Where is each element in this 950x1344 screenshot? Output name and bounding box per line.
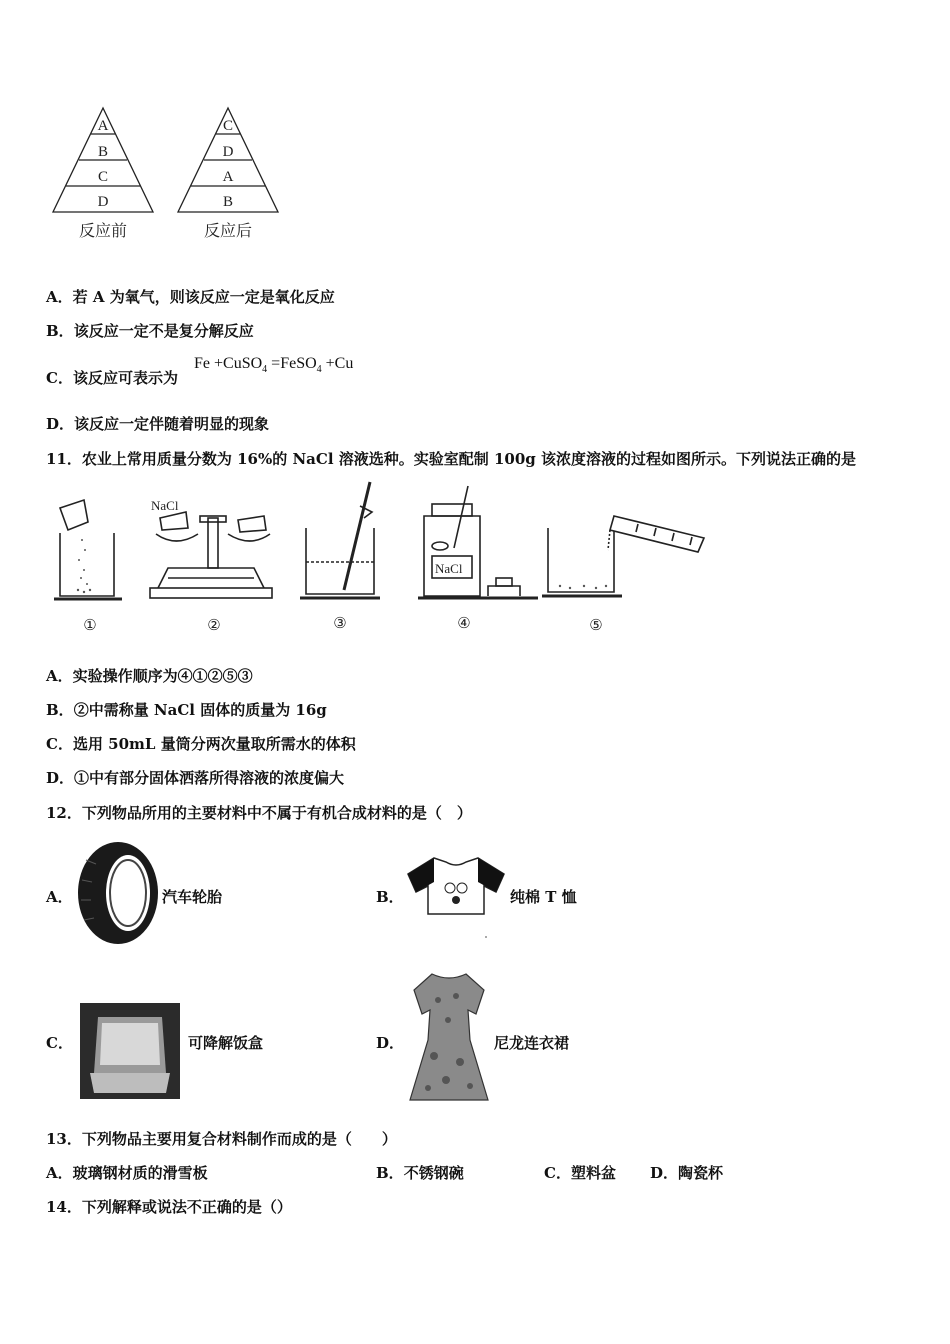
formula-equals: = — [271, 355, 281, 372]
option-text: 该反应一定伴随着明显的现象 — [74, 415, 270, 433]
q11-option-a — [46, 665, 253, 686]
option-key: B． — [46, 322, 74, 340]
option-text: 不锈钢碗 — [403, 1164, 464, 1182]
step5-cylinder-pouring — [542, 516, 704, 596]
option-key: D． — [46, 769, 75, 787]
step-number: ③ — [333, 616, 347, 632]
option-key: B． — [376, 1164, 404, 1182]
nacl-label-bottle: NaCl — [435, 561, 463, 576]
option-text: 玻璃钢材质的滑雪板 — [72, 1164, 208, 1182]
pyramid-after-layer: A — [222, 169, 234, 185]
q13-option-b — [376, 1162, 464, 1183]
pyramid-before-layer: A — [97, 118, 109, 134]
option-key: B． — [46, 701, 74, 719]
pyramid-figure — [45, 100, 295, 245]
q12-option-d-text: 尼龙连衣裙 — [494, 1034, 570, 1052]
q10-option-c — [46, 367, 178, 388]
step3-beaker-stirring — [300, 482, 380, 598]
q12-option-a-key: A． — [46, 888, 73, 906]
q12-option-d-key: D． — [376, 1034, 405, 1052]
option-key: A． — [46, 667, 73, 685]
option-key: A． — [46, 288, 73, 306]
q10-option-a — [46, 286, 335, 307]
option-text: 陶瓷杯 — [678, 1164, 724, 1182]
q10-option-b — [46, 320, 254, 341]
pyramid-before-layer: D — [97, 194, 109, 210]
option-text: 该反应可表示为 — [72, 369, 178, 387]
tshirt-image — [404, 852, 508, 938]
step2-balance — [150, 512, 272, 598]
q12-option-a-text: 汽车轮胎 — [162, 888, 223, 906]
option-key: D． — [46, 415, 75, 433]
formula-cu: Cu — [334, 355, 354, 372]
nacl-label-balance: NaCl — [151, 498, 179, 513]
step-number: ② — [207, 618, 221, 634]
q13-option-c — [544, 1162, 616, 1183]
formula-plus: + — [214, 355, 224, 372]
q10-option-d — [46, 413, 269, 434]
pyramid-after-layer: D — [222, 144, 234, 160]
pyramid-before-layer: C — [97, 169, 109, 185]
tire-image — [76, 840, 160, 946]
q12-stem: 12．下列物品所用的主要材料中不属于有机合成材料的是（ ） — [46, 804, 472, 822]
q13-option-d — [650, 1162, 723, 1183]
option-key: C． — [544, 1164, 571, 1182]
lunchbox-image — [80, 1003, 180, 1099]
option-text: ①中有部分固体洒落所得溶液的浓度偏大 — [74, 769, 345, 787]
q11-option-d — [46, 767, 344, 788]
step-number: ① — [83, 618, 97, 634]
pyramid-after-layer: B — [222, 194, 234, 210]
pyramid-after-layer: C — [222, 118, 234, 134]
option-key: C． — [46, 369, 73, 387]
pyramid-after-caption: 反应后 — [203, 221, 253, 240]
option-text: 若 A 为氧气，则该反应一定是氧化反应 — [72, 288, 335, 306]
formula-subscript: 4 — [316, 364, 322, 375]
option-text: 选用 50mL 量筒分两次量取所需水的体积 — [72, 735, 356, 753]
q14-stem: 14．下列解释或说法不正确的是（） — [46, 1198, 292, 1216]
step-number: ⑤ — [589, 618, 603, 634]
q11-option-c — [46, 733, 356, 754]
q12-option-c-key: C． — [46, 1034, 73, 1052]
q12-option-b-key: B． — [376, 888, 404, 906]
option-text: ②中需称量 NaCl 固体的质量为 16g — [73, 701, 327, 719]
option-key: D． — [650, 1164, 679, 1182]
formula-fe: Fe — [194, 355, 210, 372]
formula-subscript: 4 — [262, 364, 268, 375]
option-key: A． — [46, 1164, 73, 1182]
solution-prep-figure — [48, 478, 713, 638]
formula-feso: FeSO — [280, 355, 317, 372]
option-text: 塑料盆 — [570, 1164, 616, 1182]
q13-option-a — [46, 1162, 208, 1183]
pyramid-before-caption: 反应前 — [78, 221, 128, 240]
q11-option-b — [46, 699, 327, 720]
option-text: 实验操作顺序为④①②⑤③ — [72, 667, 253, 685]
step4-reagent-bottle — [418, 486, 538, 598]
step1-beaker-pouring — [54, 500, 122, 599]
q11-stem: 11．农业上常用质量分数为 16%的 NaCl 溶液选种。实验室配制 100g 该浓度溶液的过程如图所示。下列说法正确的是 — [46, 450, 856, 468]
reaction-equation — [194, 355, 353, 375]
pyramid-before-layer: B — [97, 144, 109, 160]
formula-plus: + — [325, 355, 335, 372]
option-text: 该反应一定不是复分解反应 — [73, 322, 254, 340]
step-number: ④ — [457, 616, 471, 632]
q12-option-b-text: 纯棉 T 恤 — [510, 888, 577, 906]
q13-stem: 13．下列物品主要用复合材料制作而成的是（ ） — [46, 1130, 397, 1148]
formula-cuso: CuSO — [223, 355, 263, 372]
option-key: C． — [46, 735, 73, 753]
q12-option-c-text: 可降解饭盒 — [188, 1034, 264, 1052]
dress-image — [404, 970, 494, 1104]
